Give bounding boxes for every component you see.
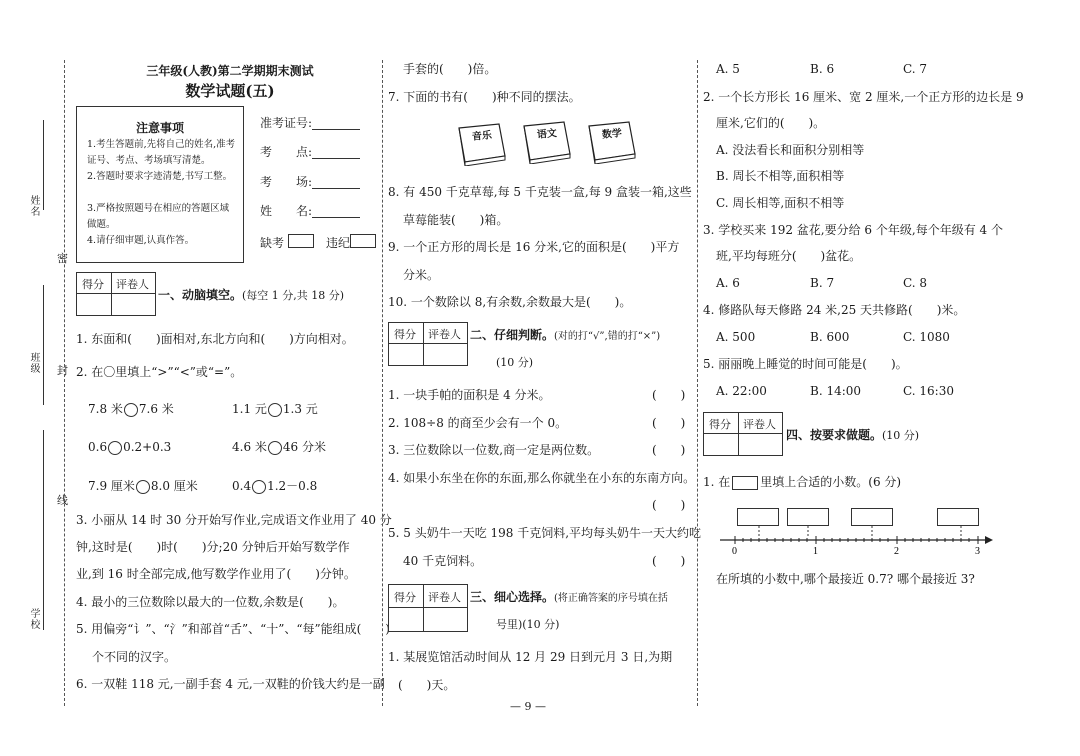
compare-right: 7.6 米 (138, 402, 174, 416)
section4-title: 四、按要求做题。 (786, 428, 883, 442)
section1-note: (每空 1 分,共 18 分) (242, 289, 345, 302)
s2-answer-blank[interactable]: ( ) (652, 388, 686, 402)
s3-q1-option-a: A. 5 (716, 62, 740, 76)
exam-site-field[interactable] (260, 145, 360, 159)
number-line-answer-box[interactable] (851, 508, 893, 526)
notice-item: 1.考生答题前,先将自己的姓名,准考证号、考点、考场填写清楚。 (87, 139, 236, 166)
compare-circle-blank[interactable] (136, 480, 150, 494)
compare-circle-blank[interactable] (268, 441, 282, 455)
column-divider-2 (697, 60, 698, 706)
compare-circle-blank[interactable] (108, 441, 122, 455)
s3-q1-line2: ( )天。 (398, 678, 456, 692)
section3-heading (470, 590, 668, 606)
compare-item (232, 440, 326, 455)
section1-title: 一、动脑填空。 (158, 288, 243, 302)
s3-q3-option-a: A. 6 (716, 276, 740, 290)
s1-q5-line1: 5. 用偏旁“讠”、“氵”和部首“舌”、“十”、“每”能组成( ) (76, 622, 390, 636)
s1-q7: 7. 下面的书有( )种不同的摆法。 (388, 90, 581, 104)
s2-item: 3. 三位数除以一位数,商一定是两位数。 (388, 443, 600, 457)
notice-item: 3.严格按照题号在相应的答题区域做题。 (87, 203, 230, 230)
exam-room-label: 考 场: (260, 175, 313, 189)
compare-circle-blank[interactable] (268, 403, 282, 417)
number-line-answer-box[interactable] (937, 508, 979, 526)
section3-title: 三、细心选择。 (470, 590, 555, 604)
section2-note: (对的打“√”,错的打“×”) (554, 331, 661, 342)
compare-left: 0.4 (232, 479, 252, 493)
section2-heading (470, 328, 660, 344)
s2-answer-blank[interactable]: ( ) (652, 416, 686, 430)
violation-box[interactable] (350, 234, 376, 248)
score-table-divider (389, 607, 467, 608)
s1-q9-line2: 分米。 (403, 268, 440, 282)
seal-feng: 封 (57, 364, 68, 377)
axis-tick-label: 0 (732, 546, 737, 557)
notice-box (76, 106, 244, 263)
s1-q1: 1. 东面和( )面相对,东北方向和( )方向相对。 (76, 332, 354, 346)
compare-circle-blank[interactable] (252, 480, 266, 494)
section3-note-2: 号里)(10 分) (496, 618, 560, 631)
s2-answer-blank[interactable]: ( ) (652, 498, 686, 512)
score-table-divider (738, 413, 739, 455)
s2-item: 1. 一块手帕的面积是 4 分米。 (388, 388, 551, 402)
s1-q4: 4. 最小的三位数除以最大的一位数,余数是( )。 (76, 595, 345, 609)
s1-q3-line2: 钟,这时是( )时( )分;20 分钟后开始写数学作 (76, 540, 350, 554)
number-line (715, 526, 995, 560)
exam-site-blank[interactable] (312, 149, 360, 159)
binding-line-school (43, 430, 44, 630)
binding-line-name (43, 120, 44, 210)
s3-q2-option-a: A. 没法看长和面积分别相等 (716, 143, 865, 157)
s3-q4-option-b: B. 600 (810, 330, 850, 344)
score-table-3 (388, 584, 468, 632)
number-line-answer-box[interactable] (787, 508, 829, 526)
score-label: 得分 (82, 278, 104, 291)
s1-q5-line2: 个不同的汉字。 (92, 650, 177, 664)
s2-answer-blank[interactable]: ( ) (652, 554, 686, 568)
exam-site-label: 考 点: (260, 145, 313, 159)
compare-right: 8.0 厘米 (150, 479, 198, 493)
compare-right: 46 分米 (282, 440, 326, 454)
score-label: 得分 (394, 591, 416, 604)
exam-name-label: 姓 名: (260, 204, 313, 218)
score-table-4 (703, 412, 783, 456)
compare-left: 7.9 厘米 (88, 479, 135, 493)
score-table-divider (77, 293, 155, 294)
book-chinese-label: 语文 (536, 128, 558, 141)
book-math-label: 数学 (601, 128, 623, 141)
compare-right: 0.2+0.3 (123, 440, 172, 454)
s1-q3-line3: 业,到 16 时全部完成,他写数学作业用了( )分钟。 (76, 567, 356, 581)
compare-left: 1.1 元 (232, 402, 267, 416)
s3-q5-option-a: A. 22:00 (716, 384, 767, 398)
section2-note-2: (10 分) (496, 356, 534, 369)
s3-q4-option-a: A. 500 (716, 330, 756, 344)
exam-id-field[interactable] (260, 116, 360, 130)
score-label: 得分 (709, 418, 731, 431)
notice-item: 4.请仔细审题,认真作答。 (87, 235, 195, 246)
section3-note: (将正确答案的序号填在括 (554, 593, 668, 604)
exam-room-blank[interactable] (312, 179, 360, 189)
section1-heading (158, 288, 344, 303)
s3-q4: 4. 修路队每天修路 24 米,25 天共修路( )米。 (703, 303, 966, 317)
s3-q2-option-c: C. 周长相等,面积不相等 (716, 196, 845, 210)
score-table-divider (423, 323, 424, 365)
exam-id-blank[interactable] (312, 120, 360, 130)
s3-q1-option-b: B. 6 (810, 62, 835, 76)
s4-q1-prefix: 1. 在 (703, 475, 731, 489)
column-divider-1 (382, 60, 383, 706)
axis-tick-label: 2 (894, 546, 899, 557)
exam-name-blank[interactable] (312, 208, 360, 218)
compare-right: 1.2－0.8 (267, 479, 318, 493)
s4-q1-suffix: 里填上合适的小数。(6 分) (760, 475, 902, 489)
notice-title: 注意事项 (135, 121, 184, 135)
exam-id-label: 准考证号: (260, 116, 313, 130)
section2-title: 二、仔细判断。 (470, 328, 555, 342)
binding-name-label: 姓名 (28, 195, 39, 217)
absent-box[interactable] (288, 234, 314, 248)
binding-school-label: 学校 (28, 608, 39, 630)
absent-label: 缺考 (260, 236, 285, 250)
compare-item (232, 402, 318, 417)
notice-item: 2.答题时要求字迹清楚,书写工整。 (87, 171, 233, 182)
compare-item (88, 479, 198, 494)
score-table-divider (704, 433, 782, 434)
s2-item: 2. 108÷8 的商至少会有一个 0。 (388, 416, 568, 430)
exam-name-field[interactable] (260, 204, 360, 218)
number-line-pointers (759, 526, 961, 538)
score-table-2 (388, 322, 468, 366)
seal-xian: 线 (57, 494, 68, 507)
number-line-answer-box[interactable] (737, 508, 779, 526)
book-music-label: 音乐 (471, 130, 493, 143)
s3-q2-line1: 2. 一个长方形长 16 厘米、宽 2 厘米,一个正方形的边长是 9 (703, 90, 1024, 104)
s3-q1-option-c: C. 7 (903, 62, 928, 76)
exam-subtitle: 数学试题(五) (185, 82, 275, 100)
grader-label: 评卷人 (428, 328, 461, 341)
compare-circle-blank[interactable] (124, 403, 138, 417)
violation-label: 违纪 (326, 236, 351, 250)
s2-answer-blank[interactable]: ( ) (652, 443, 686, 457)
s1-q8-line2: 草莓能装( )箱。 (403, 213, 509, 227)
compare-left: 0.6 (88, 440, 108, 454)
number-line-arrow (985, 536, 993, 544)
s2-item-continued: 40 千克饲料。 (403, 554, 483, 568)
left-binding-divider (64, 60, 65, 706)
compare-item (232, 479, 317, 494)
s4-answer-box-sample (732, 476, 758, 490)
compare-item (88, 402, 174, 417)
s3-q5-option-c: C. 16:30 (903, 384, 954, 398)
exam-room-field[interactable] (260, 175, 360, 189)
seal-mi: 密 (57, 252, 68, 265)
binding-class-label: 班级 (28, 352, 39, 374)
s3-q4-option-c: C. 1080 (903, 330, 950, 344)
compare-item (88, 440, 171, 455)
s1-q6-line2: 手套的( )倍。 (403, 62, 497, 76)
score-table-divider (423, 585, 424, 631)
page-number: — 9 — (510, 700, 546, 713)
score-table-divider (389, 343, 467, 344)
s1-q3-line1: 3. 小丽从 14 时 30 分开始写作业,完成语文作业用了 40 分 (76, 513, 392, 527)
grader-label: 评卷人 (428, 591, 461, 604)
compare-left: 4.6 米 (232, 440, 267, 454)
axis-tick-label: 1 (813, 546, 818, 557)
s4-q1 (703, 475, 901, 490)
s3-q3-line1: 3. 学校买来 192 盆花,要分给 6 个年级,每个年级有 4 个 (703, 223, 1003, 237)
s3-q1-line1: 1. 某展览馆活动时间从 12 月 29 日到元月 3 日,为期 (388, 650, 673, 664)
score-table-1 (76, 272, 156, 316)
s1-q2: 2. 在〇里填上“>”“<”或“=”。 (76, 365, 243, 379)
s2-item: 4. 如果小东坐在你的东面,那么你就坐在小东的东南方向。 (388, 471, 696, 485)
score-table-divider (111, 273, 112, 315)
s2-item: 5. 5 头奶牛一天吃 198 千克饲料,平均每头奶牛一天大约吃 (388, 526, 702, 540)
s4-q1-followup: 在所填的小数中,哪个最接近 0.7? 哪个最接近 3? (716, 572, 975, 586)
s3-q3-option-c: C. 8 (903, 276, 928, 290)
score-label: 得分 (394, 328, 416, 341)
section4-heading (786, 428, 919, 443)
s1-q10: 10. 一个数除以 8,有余数,余数最大是( )。 (388, 295, 632, 309)
s3-q2-option-b: B. 周长不相等,面积相等 (716, 169, 845, 183)
s3-q3-line2: 班,平均每班分( )盆花。 (716, 249, 862, 263)
s1-q6-line1: 6. 一双鞋 118 元,一副手套 4 元,一双鞋的价钱大约是一副 (76, 677, 385, 691)
axis-tick-label: 3 (975, 546, 980, 557)
binding-line-class (43, 285, 44, 405)
s1-q8-line1: 8. 有 450 千克草莓,每 5 千克装一盒,每 9 盒装一箱,这些 (388, 185, 692, 199)
grader-label: 评卷人 (116, 278, 149, 291)
s3-q3-option-b: B. 7 (810, 276, 835, 290)
exam-title: 三年级(人教)第二学期期末测试 (146, 64, 314, 78)
section4-note: (10 分) (882, 429, 920, 442)
compare-right: 1.3 元 (282, 402, 318, 416)
s1-q9-line1: 9. 一个正方形的周长是 16 分米,它的面积是( )平方 (388, 240, 680, 254)
s3-q5: 5. 丽丽晚上睡觉的时间可能是( )。 (703, 357, 908, 371)
grader-label: 评卷人 (743, 418, 776, 431)
s3-q5-option-b: B. 14:00 (810, 384, 862, 398)
compare-left: 7.8 米 (88, 402, 123, 416)
s3-q2-line2: 厘米,它们的( )。 (716, 116, 826, 130)
